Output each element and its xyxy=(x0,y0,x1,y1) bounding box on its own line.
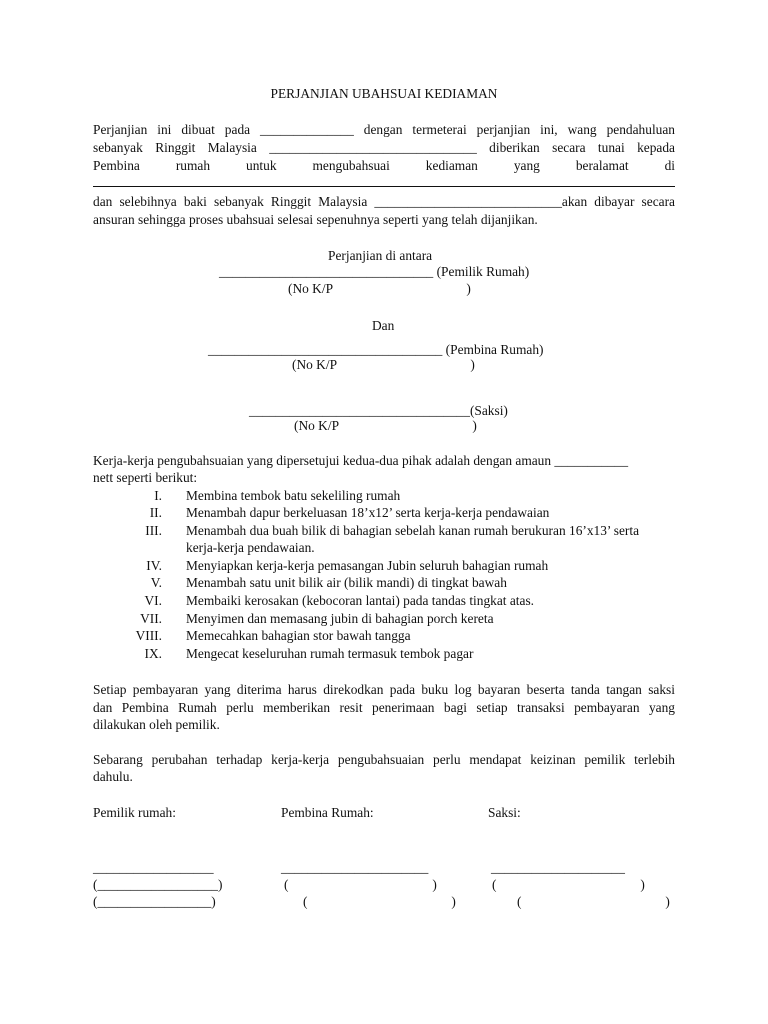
works-intro-line-2: nett seperti berikut: xyxy=(93,470,198,485)
intro-line-4: dan selebihnya baki sebanyak Ringgit Malaysia ____________________________akan dibayar secara xyxy=(93,194,675,209)
intro-line-5: ansuran sehingga proses ubahsuai selesai sepenuhnya seperti yang telah dijanjikan. xyxy=(93,212,538,227)
owner-signature-label: Pemilik rumah: xyxy=(93,805,176,820)
owner-id-parens: (_________________) xyxy=(93,894,216,909)
intro-line-1: Perjanjian ini dibuat pada ______________ dengan termeterai perjanjian ini, wang pendahuluan xyxy=(93,122,675,137)
list-item-number: IX. xyxy=(144,646,162,661)
witness-signature-line: _________________________________(Saksi) xyxy=(249,403,508,418)
builder-signature-line: ___________________________________ (Pembina Rumah) xyxy=(208,342,544,357)
intro-line-3: Pembina rumah untuk mengubahsuai kediaman yang beralamat di xyxy=(93,158,675,173)
list-item-number: I. xyxy=(154,488,162,503)
list-item: Mengecat keseluruhan rumah termasuk tembok pagar xyxy=(186,646,474,661)
intro-line-2: sebanyak Ringgit Malaysia _______________________________ diberikan secara tunai kepada xyxy=(93,140,675,155)
list-item: Menyimen dan memasang jubin di bahagian porch kereta xyxy=(186,611,494,626)
address-underline xyxy=(93,186,675,187)
list-item-number: V. xyxy=(150,575,162,590)
list-item-number: II. xyxy=(149,505,162,520)
builder-id-line: (No K/P ) xyxy=(292,357,475,372)
owner-signature-line: ________________________________ (Pemilik Rumah) xyxy=(219,264,530,279)
list-item: Menyiapkan kerja-kerja pemasangan Jubin seluruh bahagian rumah xyxy=(186,558,549,573)
list-item: Memecahkan bahagian stor bawah tangga xyxy=(186,628,411,643)
owner-name-parens: (__________________) xyxy=(93,877,223,892)
list-item-number: VII. xyxy=(140,611,162,626)
payment-line-1: Setiap pembayaran yang diterima harus direkodkan pada buku log bayaran beserta tanda tangan saksi xyxy=(93,682,675,697)
list-item: Menambah dapur berkeluasan 18’x12’ serta kerja-kerja pendawaian xyxy=(186,505,550,520)
builder-name-parens: ( ) xyxy=(284,877,437,892)
list-item-number: III. xyxy=(145,523,162,538)
witness-id-line: (No K/P ) xyxy=(294,418,477,433)
changes-line-1: Sebarang perubahan terhadap kerja-kerja pengubahsuaian perlu mendapat keizinan pemilik terlebih xyxy=(93,752,675,767)
list-item-number: VI. xyxy=(144,593,162,608)
builder-signature-label: Pembina Rumah: xyxy=(281,805,374,820)
builder-id-parens: ( ) xyxy=(303,894,456,909)
owner-signature-blank: __________________ xyxy=(93,860,214,875)
document-title: PERJANJIAN UBAHSUAI KEDIAMAN xyxy=(270,86,498,101)
list-item-number: VIII. xyxy=(135,628,162,643)
payment-line-2: dan Pembina Rumah perlu memberikan resit penerimaan bagi setiap transaksi pembayaran yang xyxy=(93,700,675,715)
witness-signature-blank: ____________________ xyxy=(491,860,625,875)
list-item: Menambah dua buah bilik di bahagian sebelah kanan rumah berukuran 16’x13’ serta xyxy=(186,523,640,538)
witness-name-parens: ( ) xyxy=(492,877,645,892)
list-item: Membina tembok batu sekeliling rumah xyxy=(186,488,401,503)
builder-signature-blank: ______________________ xyxy=(281,860,429,875)
works-intro-line-1: Kerja-kerja pengubahsuaian yang dipersetujui kedua-dua pihak adalah dengan amaun ___________ xyxy=(93,453,629,468)
and-label: Dan xyxy=(372,318,395,333)
owner-id-line: (No K/P ) xyxy=(288,281,471,296)
list-item: kerja-kerja pendawaian. xyxy=(186,540,315,555)
parties-heading: Perjanjian di antara xyxy=(328,248,433,263)
list-item: Menambah satu unit bilik air (bilik mandi) di tingkat bawah xyxy=(186,575,507,590)
payment-line-3: dilakukan oleh pemilik. xyxy=(93,717,220,732)
list-item: Membaiki kerosakan (kebocoran lantai) pada tandas tingkat atas. xyxy=(186,593,535,608)
list-item-number: IV. xyxy=(146,558,162,573)
changes-line-2: dahulu. xyxy=(93,769,133,784)
witness-signature-label: Saksi: xyxy=(488,805,521,820)
witness-id-parens: ( ) xyxy=(517,894,670,909)
